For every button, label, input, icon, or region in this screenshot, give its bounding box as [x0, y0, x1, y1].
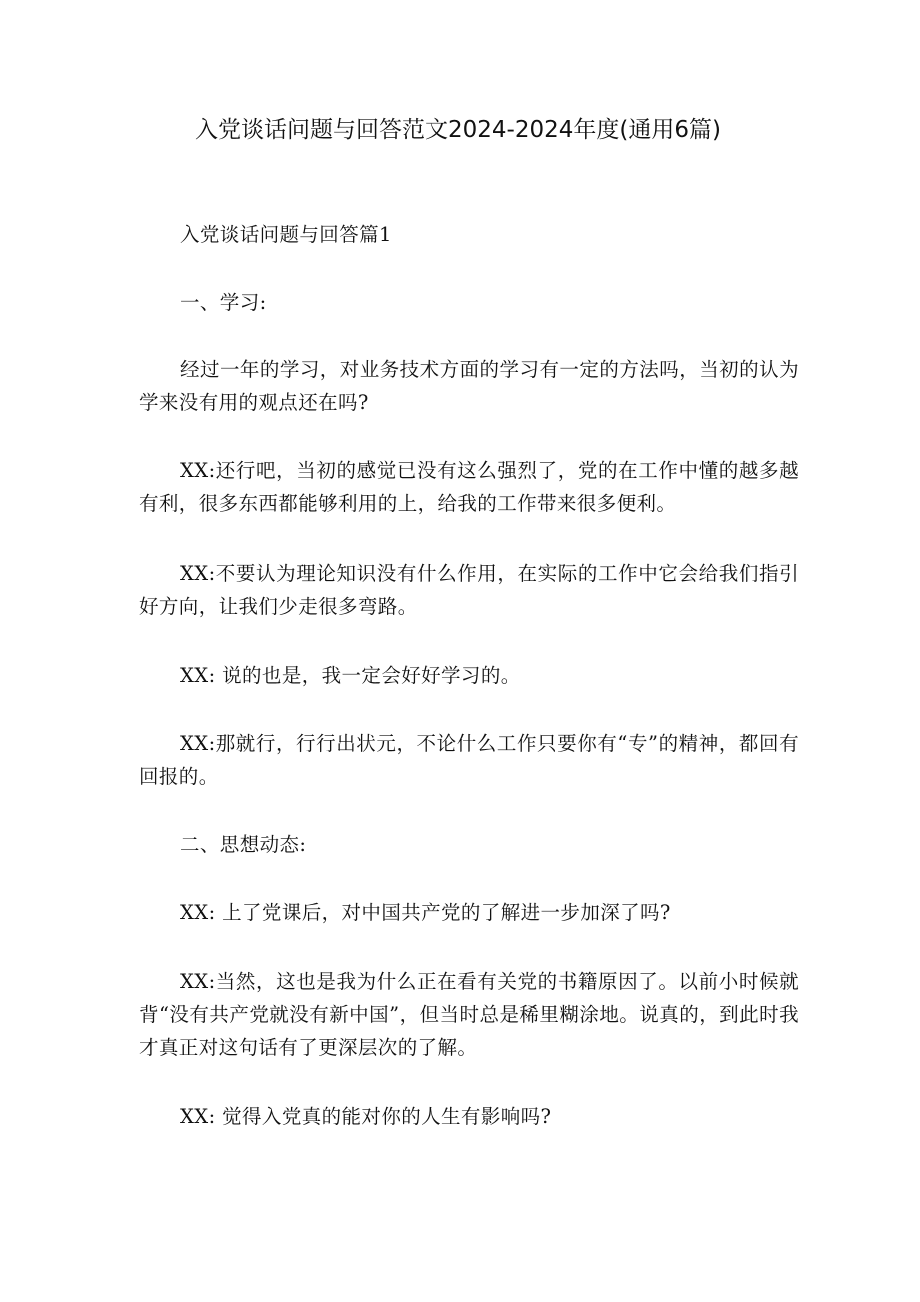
paragraph-answer-study-1: XX:还行吧，当初的感觉已没有这么强烈了，党的在工作中懂的越多越有利，很多东西都能够利用的上，给我的工作带来很多便利。 — [139, 459, 799, 515]
paragraph-answer-study-4: XX:那就行，行行出状元，不论什么工作只要你有“专”的精神，都回有回报的。 — [139, 732, 799, 788]
paragraph-question-study: 经过一年的学习，对业务技术方面的学习有一定的方法吗，当初的认为学来没有用的观点还在吗? — [139, 358, 799, 414]
paragraph-answer-study-2: XX:不要认为理论知识没有什么作用，在实际的工作中它会给我们指引好方向，让我们少走很多弯路。 — [139, 562, 799, 618]
document-title: 入党谈话问题与回答范文2024-2024年度(通用6篇) — [195, 117, 721, 143]
paragraph-question-impact: XX: 觉得入党真的能对你的人生有影响吗? — [180, 1105, 552, 1128]
paragraph-answer-study-3: XX: 说的也是，我一定会好好学习的。 — [180, 664, 521, 687]
paragraph-answer-thought: XX:当然，这也是我为什么正在看有关党的书籍原因了。以前小时候就背“没有共产党就没有新中国”，但当时总是稀里糊涂地。说真的，到此时我才真正对这句话有了更深层次的了解。 — [139, 970, 799, 1059]
part2-heading: 二、思想动态: — [180, 833, 307, 856]
part1-heading: 一、学习: — [180, 291, 267, 314]
section-title: 入党谈话问题与回答篇1 — [180, 223, 392, 246]
paragraph-question-thought: XX: 上了党课后，对中国共产党的了解进一步加深了吗? — [180, 901, 671, 924]
